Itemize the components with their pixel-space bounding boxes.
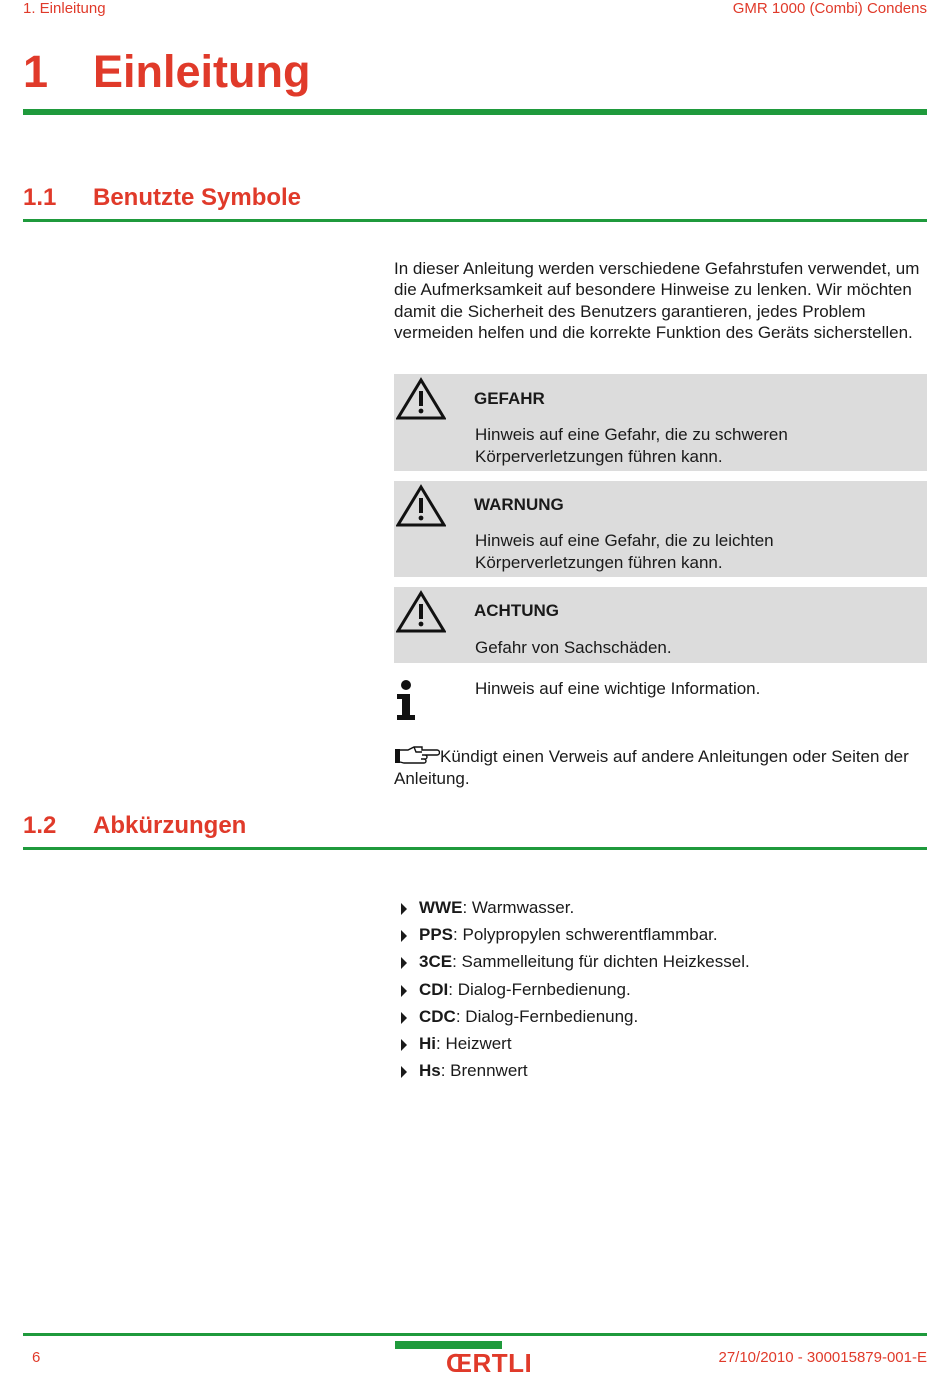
notice-title: GEFAHR — [474, 389, 545, 408]
abbreviation-desc: : Brennwert — [440, 1061, 528, 1081]
list-item — [398, 1007, 750, 1034]
chapter-title-text: Einleitung — [93, 46, 311, 97]
abbreviation-desc: : Polypropylen schwerentflammbar. — [453, 925, 718, 945]
reference-note — [394, 745, 934, 789]
list-item — [398, 1061, 750, 1088]
abbreviation: Hi — [419, 1033, 436, 1053]
warning-triangle-icon — [396, 590, 446, 634]
notice-title: ACHTUNG — [474, 601, 559, 620]
chapter-rule — [23, 109, 927, 115]
abbreviation-desc: : Dialog-Fernbedienung. — [448, 979, 631, 999]
notice-gefahr — [394, 374, 927, 471]
list-item — [398, 952, 750, 979]
chapter-number: 1 — [23, 46, 49, 97]
list-item — [398, 980, 750, 1007]
bullet-triangle-icon — [401, 957, 407, 969]
section-title: Benutzte Symbole — [93, 184, 302, 211]
running-header-chapter: 1. Einleitung — [23, 0, 106, 17]
notice-text: Hinweis auf eine Gefahr, die zu schweren Körperverletzungen führen kann. — [475, 425, 788, 466]
abbreviation: WWE — [419, 898, 463, 917]
bullet-triangle-icon — [401, 903, 407, 915]
abbreviation-desc: : Sammelleitung für dichten Heizkessel. — [452, 952, 750, 972]
section-rule — [23, 847, 927, 850]
notice-achtung — [394, 587, 927, 663]
footer-date-reference: 27/10/2010 - 300015879-001-E — [718, 1349, 927, 1366]
pointing-hand-icon — [394, 745, 440, 765]
reference-text: Kündigt einen Verweis auf andere Anleitungen oder Seiten der Anleitung. — [394, 747, 909, 788]
bullet-triangle-icon — [401, 985, 407, 997]
section-number: 1.2 — [23, 812, 57, 839]
bullet-triangle-icon — [401, 1066, 407, 1078]
warning-triangle-icon — [396, 377, 446, 421]
footer-rule — [23, 1333, 927, 1336]
section-heading-1-1 — [23, 184, 301, 212]
abbreviation-desc: : Heizwert — [436, 1033, 512, 1053]
section-title: Abkürzungen — [93, 812, 247, 839]
chapter-title — [23, 46, 311, 98]
list-item — [398, 898, 750, 925]
abbreviation: CDC — [419, 1006, 456, 1026]
section-heading-1-2 — [23, 812, 246, 840]
section-rule — [23, 219, 927, 222]
notice-text: Gefahr von Sachschäden. — [475, 638, 672, 657]
notice-title: WARNUNG — [474, 495, 564, 514]
warning-triangle-icon — [396, 484, 446, 528]
list-item — [398, 925, 750, 952]
abbreviation: 3CE — [419, 952, 453, 972]
notice-text: Hinweis auf eine Gefahr, die zu leichten Körperverletzungen führen kann. — [475, 531, 774, 572]
list-item — [398, 1034, 750, 1061]
abbreviation: CDI — [419, 979, 449, 999]
abbreviation-desc: : Warmwasser. — [462, 898, 575, 917]
brand-logo: ŒRTLI — [446, 1348, 533, 1378]
abbreviation: Hs — [419, 1061, 441, 1081]
info-icon — [395, 679, 419, 721]
section-number: 1.1 — [23, 184, 57, 211]
bullet-triangle-icon — [401, 930, 407, 942]
intro-paragraph: In dieser Anleitung werden verschiedene Gefahrstufen verwendet, um die Aufmerksamkeit auf besondere Hinweise zu lenken. Wir möchten damit die Sicherheit des Benutzers garantieren, jedes Problem vermeiden helfen und die korrekte Funktion des Geräts sicherstellen. — [394, 259, 920, 343]
bullet-triangle-icon — [401, 1012, 407, 1024]
abbreviation: PPS — [419, 925, 454, 945]
abbreviation-desc: : Dialog-Fernbedienung. — [455, 1006, 639, 1026]
notice-warnung — [394, 481, 927, 577]
info-text: Hinweis auf eine wichtige Information. — [475, 679, 761, 698]
abbreviation-list — [398, 898, 750, 1088]
running-header-product: GMR 1000 (Combi) Condens — [732, 0, 927, 17]
page-number: 6 — [32, 1349, 41, 1366]
bullet-triangle-icon — [401, 1039, 407, 1051]
